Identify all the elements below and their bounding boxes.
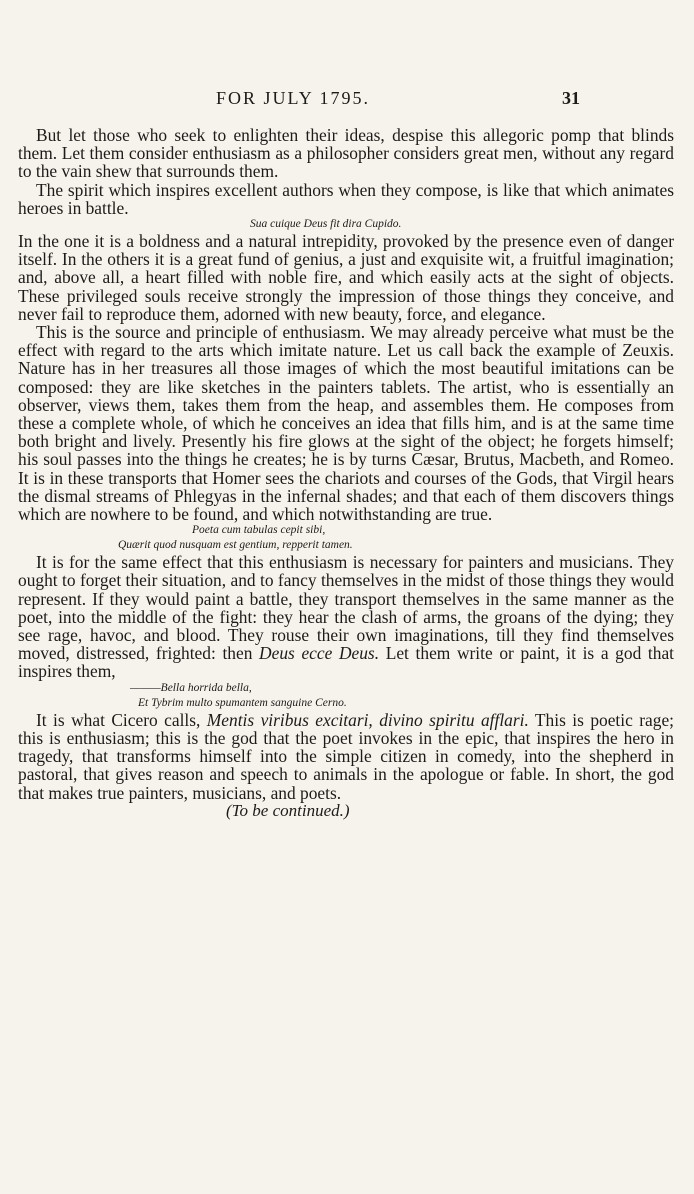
paragraph-1: But let those who seek to enlighten their ideas, despise this allegoric pomp that blinds them. Let them consider enthusiasm as a philosopher considers great men, without any regard to the vain shew that surrounds them.	[18, 125, 674, 182]
article-body	[18, 126, 674, 820]
running-title: FOR JULY 1795.	[216, 88, 371, 108]
page-number: 31	[562, 88, 580, 108]
continued-note: (To be continued.)	[226, 800, 350, 820]
paragraph-5-text: It is for the same effect that this enthusiasm is necessary for painters and musicians. They ought to forget their situation, and to fancy themselves in the midst of those things they would represent. If they would paint a battle, they transport themselves in the same manner as the poet, into the middle of the fight: they hear the clash of arms, the groans of the dying; they see rage, havoc, and blood. They rouse their own imaginations, till they find themselves moved, distressed, frighted: then	[18, 552, 674, 664]
latin-quote-3a: ———Bella horrida bella,	[130, 681, 252, 694]
latin-quote-2a: Poeta cum tabulas cepit sibi,	[192, 524, 326, 537]
running-head	[0, 88, 694, 112]
latin-quote-1: Sua cuique Deus fit dira Cupido.	[250, 218, 402, 231]
paragraph-2: The spirit which inspires excellent authors when they compose, is like that which animates heroes in battle.	[18, 179, 674, 218]
latin-quote-3b: Et Tybrim multo spumantem sanguine Cerno.	[138, 696, 347, 709]
paragraph-5-end: Let them write or paint, it is a god that inspires them,	[18, 643, 674, 682]
paragraph-3: In the one it is a boldness and a natural intrepidity, provoked by the presence even of danger itself. In the others it is a great fund of genius, a just and exquisite wit, a fruitful imagination; and, above all, a heart filled with noble fire, and which easily acts at the sight of objects. These privileged souls receive strongly the impression of those things they conceive, and never fail to reproduce them, adorned with new beauty, force, and elegance.	[18, 231, 674, 324]
paragraph-5-italic: Deus ecce Deus.	[259, 643, 380, 664]
paragraph-4: This is the source and principle of enthusiasm. We may already perceive what must be the effect with regard to the arts which imitate nature. Let us call back the example of Zeuxis. Nature has in her treasures all those images of which the most beautiful imitations can be composed: they are like sketches in the painters tablets. The artist, who is essentially an observer, views them, takes them from the heap, and assembles them. He composes from these a complete whole, of which he conceives an idea that fills him, and is at the same time both bright and lively. Presently his fire glows at the sight of the object; he forgets himself; his soul passes into the things he creates; he is by turns Cæsar, Brutus, Macbeth, and Romeo. It is in these transports that Homer sees the chariots and courses of the Gods, that Virgil hears the dismal streams of Phlegyas in the infernal shades; and that each of them discovers things which are nowhere to be found, and which notwithstanding are true.	[18, 322, 674, 525]
latin-quote-2b: Quærit quod nusquam est gentium, repperit tamen.	[118, 539, 353, 552]
paragraph-5	[18, 553, 674, 680]
paragraph-6	[18, 711, 674, 802]
paragraph-6-end: This is poetic rage; this is enthusiasm; this is the god that the poet invokes in the epic, that inspires the hero in tragedy, that transforms himself into the simple citizen in comedy, into the shepherd in pastoral, that gives reason and speech to animals in the apologue or fable. In short, the god that makes true painters, musicians, and poets.	[18, 709, 675, 803]
paragraph-6-italic: Mentis viribus excitari, divino spiritu afflari.	[206, 709, 529, 730]
paragraph-6-text: It is what Cicero calls,	[36, 709, 207, 730]
